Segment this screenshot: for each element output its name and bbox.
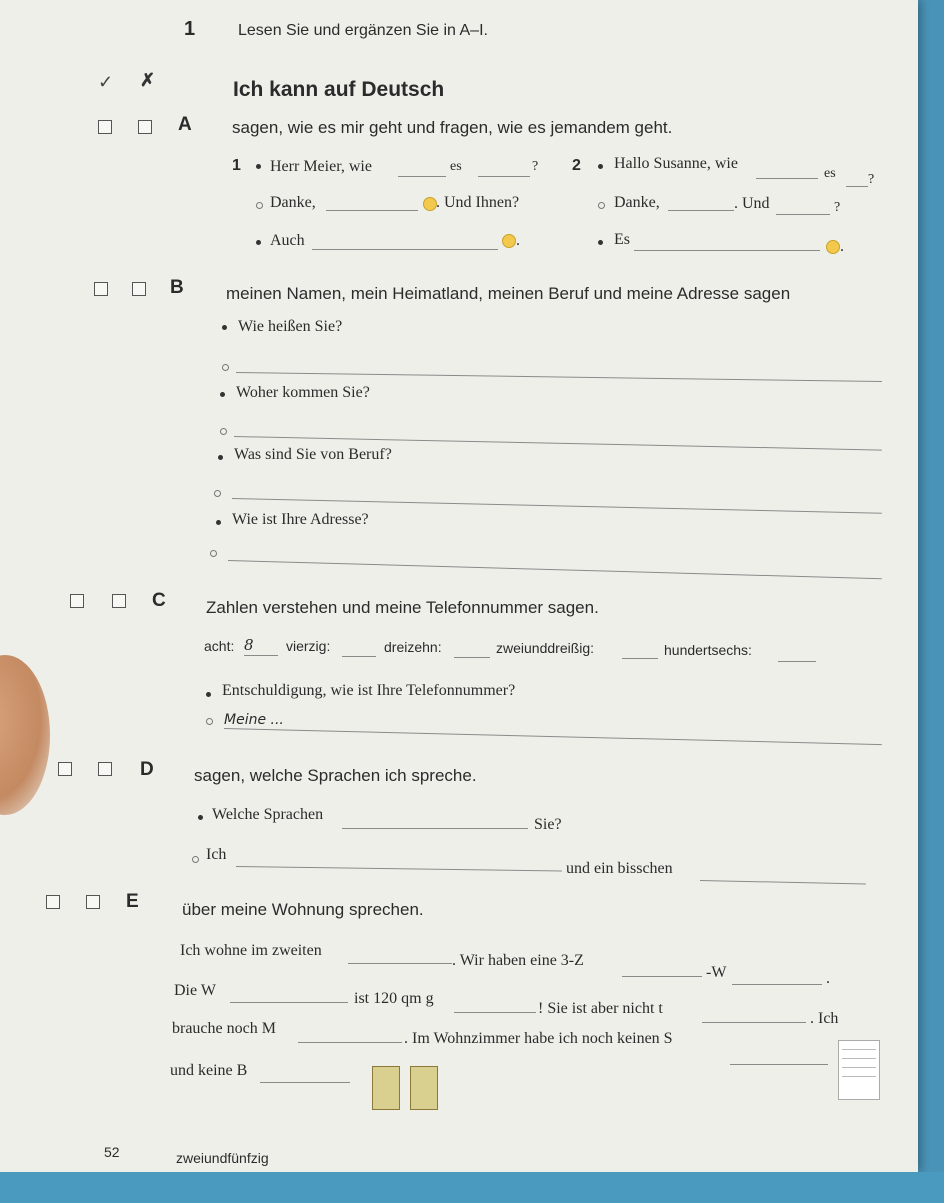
bullet-filled: [216, 520, 221, 525]
blank-field[interactable]: [298, 1042, 402, 1043]
e-line-3a: brauche noch M: [172, 1020, 276, 1037]
exercise-number: 1: [184, 18, 196, 40]
blank-field[interactable]: [730, 1064, 828, 1065]
bullet-open: [192, 856, 199, 863]
page-number-word: zweiundfünfzig: [176, 1150, 269, 1166]
blank-field[interactable]: [342, 656, 376, 657]
a-d2-line1-qmark: ?: [868, 172, 875, 187]
bullet-filled: [222, 325, 227, 330]
checkbox-c-yes[interactable]: [70, 594, 84, 608]
e-line-4a: und keine B: [170, 1062, 248, 1079]
smiley-icon: [423, 197, 437, 211]
c-number-32: zweiunddreißig:: [496, 640, 595, 656]
section-letter-c: C: [152, 590, 166, 611]
bullet-open: [206, 718, 213, 725]
blank-field[interactable]: [778, 661, 816, 662]
checkbox-d-yes[interactable]: [58, 762, 72, 776]
e-line-1c: -W: [706, 964, 727, 981]
blank-field[interactable]: [756, 178, 818, 179]
c-question: Entschuldigung, wie ist Ihre Telefonnummer?: [222, 682, 516, 699]
a-d1-line1-text: Herr Meier, wie: [270, 158, 372, 175]
section-letter-d: D: [140, 759, 154, 780]
blank-field[interactable]: [668, 210, 734, 211]
e-line-3b: . Im Wohnzimmer habe ich noch keinen S: [404, 1030, 673, 1047]
bullet-open: [214, 490, 221, 497]
a-d1-line2-text: Danke,: [270, 194, 316, 211]
blank-field[interactable]: [478, 176, 530, 177]
blank-field[interactable]: [454, 657, 490, 658]
e-line-1b: . Wir haben eine 3-Z: [452, 952, 584, 969]
e-line-2d: . Ich: [810, 1010, 839, 1027]
a-d1-line2-ihnen: . Und Ihnen?: [436, 194, 520, 211]
picture-icon: [410, 1066, 438, 1110]
e-line-2a: Die W: [174, 982, 216, 999]
page-title: Ich kann auf Deutsch: [233, 78, 445, 101]
section-b-heading: meinen Namen, mein Heimatland, meinen Beruf und meine Adresse sagen: [226, 284, 791, 303]
checkbox-b-no[interactable]: [132, 282, 146, 296]
dialog-1-number: 1: [232, 157, 241, 174]
c-number-acht: acht:: [204, 638, 235, 654]
blank-field[interactable]: [342, 828, 528, 829]
b-question-3: Was sind Sie von Beruf?: [234, 446, 392, 463]
blank-field[interactable]: [622, 658, 658, 659]
cross-icon: ✗: [140, 70, 156, 90]
picture-icon: [372, 1066, 400, 1110]
check-icon: ✓: [98, 72, 114, 92]
bullet-filled: [220, 392, 225, 397]
a-d2-line3-text: Es: [614, 231, 630, 248]
section-letter-a: A: [178, 114, 192, 135]
section-d-heading: sagen, welche Sprachen ich spreche.: [194, 766, 477, 785]
bullet-open: [598, 202, 605, 209]
blank-field[interactable]: [348, 963, 452, 964]
bullet-filled: [206, 692, 211, 697]
a-d1-line1-qmark: ?: [532, 159, 539, 174]
e-line-2c: ! Sie ist aber nicht t: [538, 1000, 663, 1017]
smiley-icon: [826, 240, 840, 254]
note-icon: [838, 1040, 880, 1100]
checkbox-c-no[interactable]: [112, 594, 126, 608]
checkbox-d-no[interactable]: [98, 762, 112, 776]
blank-field[interactable]: [398, 176, 446, 177]
d-line-2-bisschen: und ein bisschen: [566, 860, 673, 877]
c-number-dreizehn: dreizehn:: [384, 639, 442, 655]
bullet-open: [222, 364, 229, 371]
c-answer-acht: 8: [244, 636, 254, 654]
checkbox-b-yes[interactable]: [94, 282, 108, 296]
bullet-filled: [256, 164, 261, 169]
bullet-open: [210, 550, 217, 557]
blank-field[interactable]: [312, 249, 498, 250]
a-d2-line2-qmark: ?: [834, 200, 841, 215]
background-band: [0, 1172, 944, 1203]
e-line-1a: Ich wohne im zweiten: [180, 942, 322, 959]
a-d1-line3-text: Auch: [270, 232, 305, 249]
a-d2-line1-es: es: [824, 166, 836, 181]
smiley-icon: [502, 234, 516, 248]
section-a-heading: sagen, wie es mir geht und fragen, wie es jemandem geht.: [232, 118, 673, 137]
dialog-2-number: 2: [572, 157, 581, 174]
c-number-vierzig: vierzig:: [286, 638, 331, 654]
checkbox-e-yes[interactable]: [46, 895, 60, 909]
a-d2-line3-period: .: [840, 238, 844, 255]
bullet-filled: [598, 240, 603, 245]
blank-field[interactable]: [776, 214, 830, 215]
d-line-2-text: Ich: [206, 846, 227, 863]
bullet-open: [256, 202, 263, 209]
e-line-1d: .: [826, 970, 830, 987]
checkbox-a-yes[interactable]: [98, 120, 112, 134]
exercise-instruction: Lesen Sie und ergänzen Sie in A–I.: [238, 22, 488, 39]
blank-field[interactable]: [244, 655, 278, 656]
section-e-heading: über meine Wohnung sprechen.: [182, 900, 424, 919]
d-line-1-text: Welche Sprachen: [212, 806, 324, 823]
a-d1-line1-es: es: [450, 159, 462, 174]
section-letter-e: E: [126, 891, 139, 912]
page-number: 52: [104, 1144, 120, 1160]
bullet-filled: [198, 815, 203, 820]
blank-field[interactable]: [454, 1012, 536, 1013]
blank-field[interactable]: [702, 1022, 806, 1023]
c-number-106: hundertsechs:: [664, 642, 752, 658]
bullet-open: [220, 428, 227, 435]
b-question-4: Wie ist Ihre Adresse?: [232, 511, 369, 528]
e-line-2b: ist 120 qm g: [354, 990, 434, 1007]
blank-field[interactable]: [622, 976, 702, 977]
blank-field[interactable]: [634, 250, 820, 251]
bullet-filled: [598, 164, 603, 169]
blank-field[interactable]: [846, 186, 868, 187]
checkbox-a-no[interactable]: [138, 120, 152, 134]
blank-field[interactable]: [732, 984, 822, 985]
d-line-1-sie: Sie?: [534, 816, 562, 833]
section-letter-b: B: [170, 277, 184, 298]
blank-field[interactable]: [260, 1082, 350, 1083]
bullet-filled: [256, 240, 261, 245]
bullet-filled: [218, 455, 223, 460]
blank-field[interactable]: [326, 210, 418, 211]
b-question-2: Woher kommen Sie?: [236, 384, 370, 401]
blank-field[interactable]: [230, 1002, 348, 1003]
section-c-heading: Zahlen verstehen und meine Telefonnummer sagen.: [206, 598, 599, 617]
a-d2-line2-text: Danke,: [614, 194, 660, 211]
a-d1-line3-period: .: [516, 232, 520, 249]
a-d2-line2-und: . Und: [734, 195, 770, 212]
checkbox-e-no[interactable]: [86, 895, 100, 909]
c-answer-meine: Meine ...: [224, 712, 284, 728]
a-d2-line1-text: Hallo Susanne, wie: [614, 155, 738, 172]
b-question-1: Wie heißen Sie?: [238, 318, 343, 335]
